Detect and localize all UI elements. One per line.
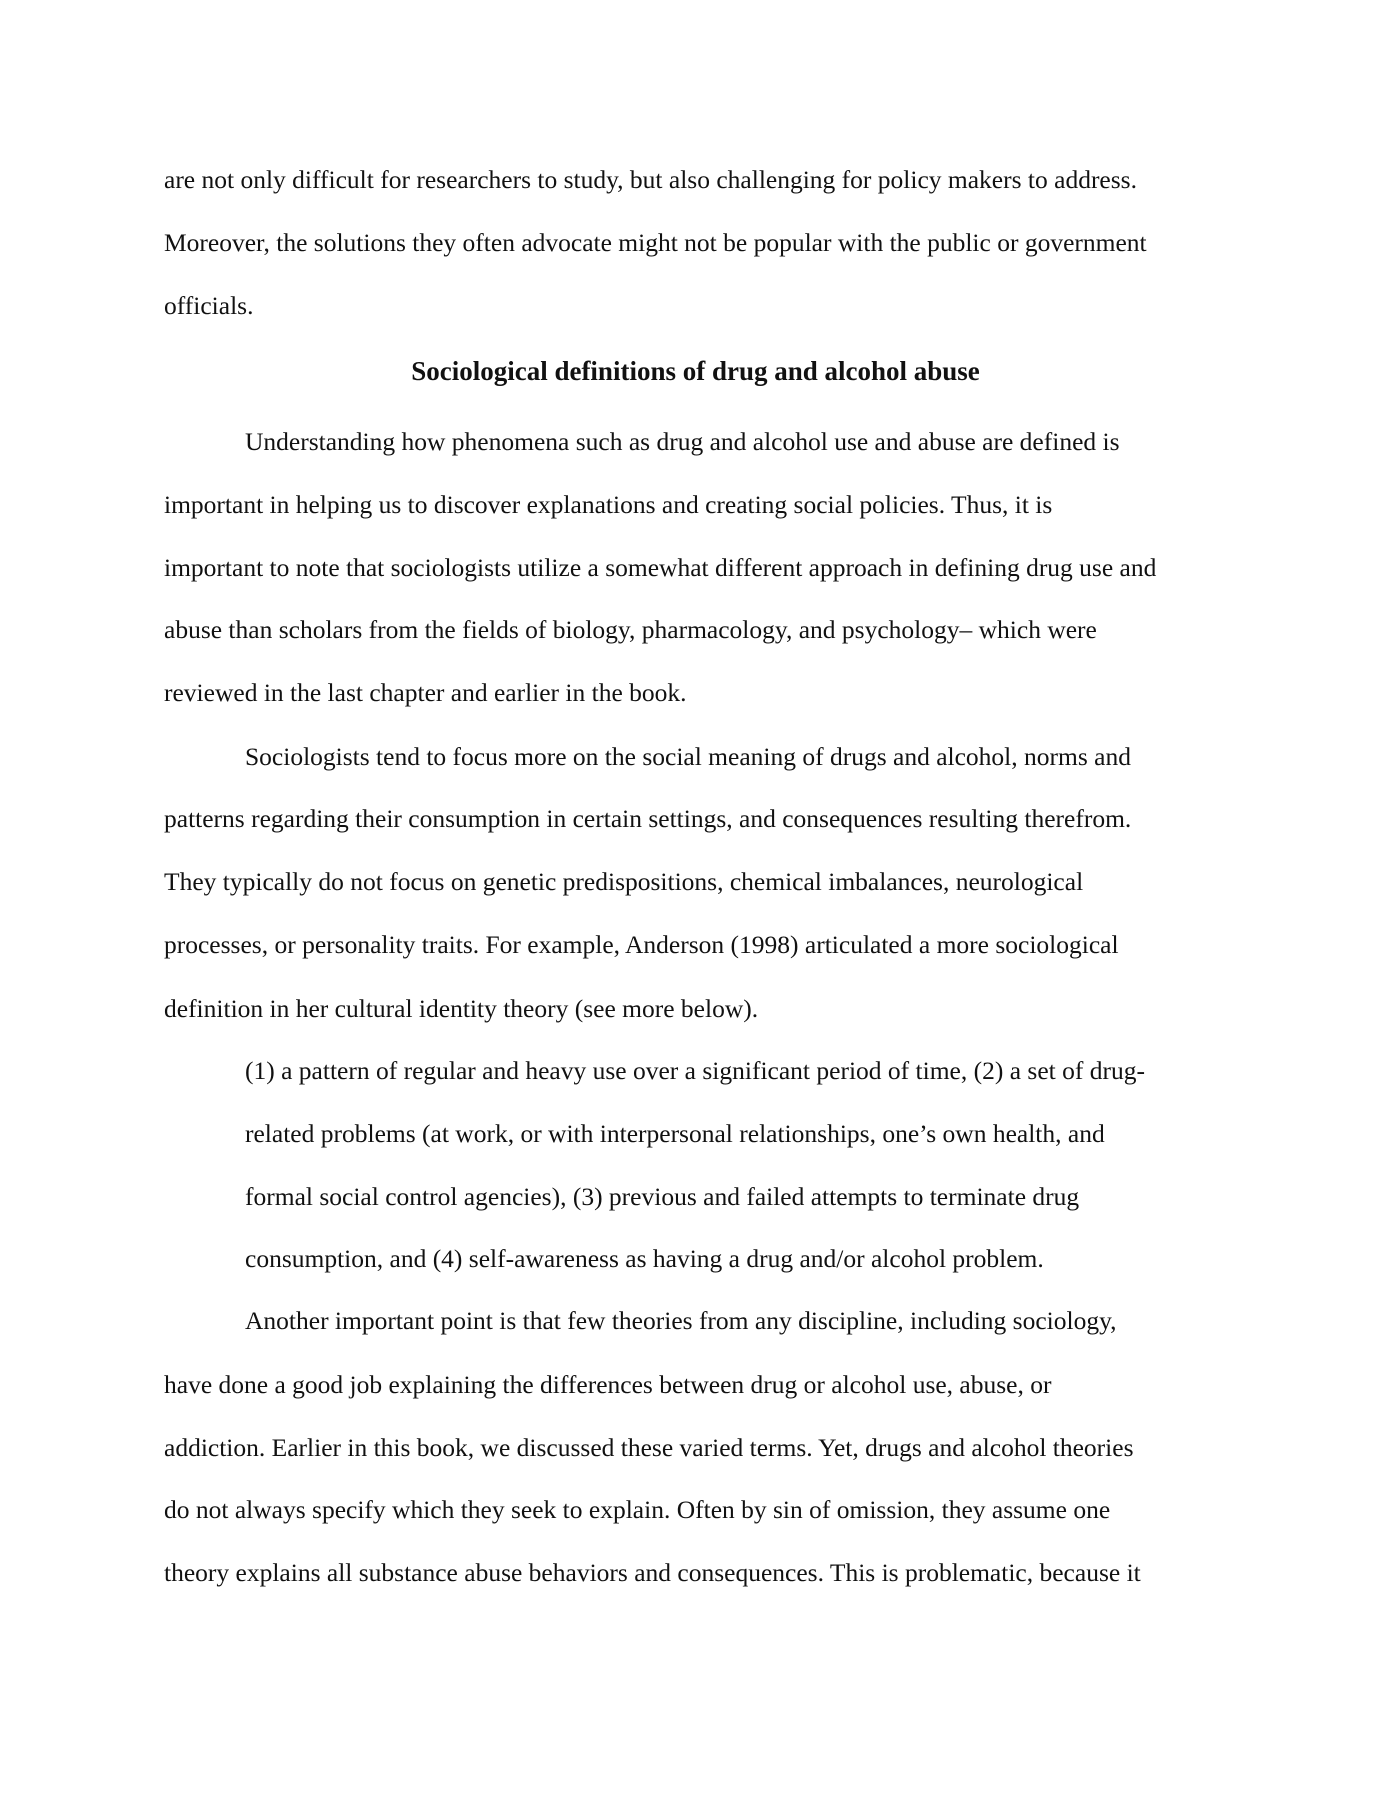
text-line: important to note that sociologists utilize a somewhat different approach in defining drug use and bbox=[164, 553, 1157, 582]
text-line: Another important point is that few theories from any discipline, including sociology, bbox=[245, 1306, 1117, 1335]
text-line: Moreover, the solutions they often advocate might not be popular with the public or government bbox=[164, 228, 1147, 257]
section-heading: Sociological definitions of drug and alcohol abuse bbox=[411, 356, 980, 386]
text-line: processes, or personality traits. For example, Anderson (1998) articulated a more sociological bbox=[164, 930, 1119, 959]
block-quote-line: (1) a pattern of regular and heavy use over a significant period of time, (2) a set of drug- bbox=[245, 1056, 1145, 1085]
text-line: They typically do not focus on genetic predispositions, chemical imbalances, neurological bbox=[164, 867, 1084, 896]
text-line: do not always specify which they seek to explain. Often by sin of omission, they assume one bbox=[164, 1495, 1111, 1524]
text-line: officials. bbox=[164, 291, 254, 320]
block-quote-line: consumption, and (4) self-awareness as having a drug and/or alcohol problem. bbox=[245, 1244, 1044, 1273]
text-line: Sociologists tend to focus more on the social meaning of drugs and alcohol, norms and bbox=[245, 742, 1131, 771]
text-line: Understanding how phenomena such as drug and alcohol use and abuse are defined is bbox=[245, 427, 1120, 456]
text-line: important in helping us to discover explanations and creating social policies. Thus, it is bbox=[164, 490, 1053, 519]
block-quote-line: related problems (at work, or with interpersonal relationships, one’s own health, and bbox=[245, 1119, 1105, 1148]
text-line: have done a good job explaining the differences between drug or alcohol use, abuse, or bbox=[164, 1370, 1052, 1399]
text-line: patterns regarding their consumption in certain settings, and consequences resulting therefrom. bbox=[164, 804, 1132, 833]
block-quote-line: formal social control agencies), (3) previous and failed attempts to terminate drug bbox=[245, 1182, 1080, 1211]
text-line: definition in her cultural identity theory (see more below). bbox=[164, 994, 759, 1023]
text-line: theory explains all substance abuse behaviors and consequences. This is problematic, because it bbox=[164, 1558, 1141, 1587]
text-line: abuse than scholars from the fields of biology, pharmacology, and psychology– which were bbox=[164, 615, 1097, 644]
text-line: addiction. Earlier in this book, we discussed these varied terms. Yet, drugs and alcohol theories bbox=[164, 1433, 1134, 1462]
text-line: are not only difficult for researchers to study, but also challenging for policy makers to address. bbox=[164, 165, 1137, 194]
text-line: reviewed in the last chapter and earlier in the book. bbox=[164, 678, 687, 707]
